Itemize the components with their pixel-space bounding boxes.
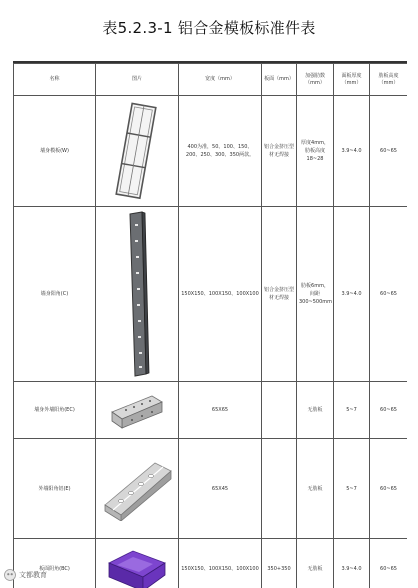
row-rib: 肋板6mm，间距300~500mm (297, 207, 334, 382)
row-width: 150X150、100X150、100X100 (179, 207, 262, 382)
row-board: 350+350 (262, 539, 297, 588)
row-width: 400为准，50、100、150、200、250、300、350两款。 (179, 96, 262, 207)
row-height: 60~65 (370, 539, 408, 588)
page-title: 表5.2.3-1 铝合金模板标准件表 (0, 17, 418, 38)
row-picture (96, 539, 179, 588)
row-board (262, 382, 297, 439)
row-thickness: 5~7 (334, 439, 370, 539)
row-picture (96, 96, 179, 207)
header-board: 板面（mm） (262, 64, 297, 96)
row-thickness: 3.9~4.0 (334, 539, 370, 588)
watermark-text: 文都教育 (19, 570, 47, 580)
row-picture (96, 382, 179, 439)
external-wall-corner-image (99, 457, 175, 521)
row-name: 外墙阳角铝(E) (14, 439, 96, 539)
row-picture (96, 207, 179, 382)
row-board (262, 439, 297, 539)
row-width: 65X45 (179, 439, 262, 539)
row-width: 150X150、100X150、100X100 (179, 539, 262, 588)
row-thickness: 5~7 (334, 382, 370, 439)
header-picture: 图片 (96, 64, 179, 96)
table-row (14, 382, 408, 439)
row-height: 60~65 (370, 382, 408, 439)
row-height: 60~65 (370, 207, 408, 382)
row-rib: 无肋板 (297, 439, 334, 539)
row-name: 板面阴角(BC) (14, 539, 96, 588)
row-board: 铝合金挤压型材无焊接 (262, 96, 297, 207)
table-row (14, 96, 408, 207)
external-corner-image (108, 390, 166, 430)
row-thickness: 3.9~4.0 (334, 96, 370, 207)
corner-profile-image (117, 210, 157, 378)
row-width: 65X65 (179, 382, 262, 439)
row-height: 60~65 (370, 439, 408, 539)
header-rib: 加强肋数（mm） (297, 64, 334, 96)
app-logo-icon (4, 569, 16, 581)
row-rib: 无肋板 (297, 539, 334, 588)
table-row (14, 207, 408, 382)
watermark (4, 568, 47, 582)
header-height: 肋板高度（mm） (370, 64, 408, 96)
row-thickness: 3.9~4.0 (334, 207, 370, 382)
standard-parts-table-wrapper (13, 61, 407, 588)
row-name: 墙身模板(W) (14, 96, 96, 207)
table-row (14, 539, 408, 588)
header-width: 宽度（mm） (179, 64, 262, 96)
table-header-row (14, 64, 408, 96)
row-height: 60~65 (370, 96, 408, 207)
header-thickness: 面板厚度（mm） (334, 64, 370, 96)
standard-parts-table (13, 63, 407, 588)
row-rib: 无肋板 (297, 382, 334, 439)
row-name: 墙身阳角(C) (14, 207, 96, 382)
row-picture (96, 439, 179, 539)
wall-panel-image (110, 101, 164, 201)
slab-corner-image (103, 545, 171, 588)
row-name: 墙身外墙阳角(EC) (14, 382, 96, 439)
row-board: 铝合金挤压型材无焊接 (262, 207, 297, 382)
header-name: 名称 (14, 64, 96, 96)
table-row (14, 439, 408, 539)
row-rib: 厚度4mm，肋板高度18~28 (297, 96, 334, 207)
